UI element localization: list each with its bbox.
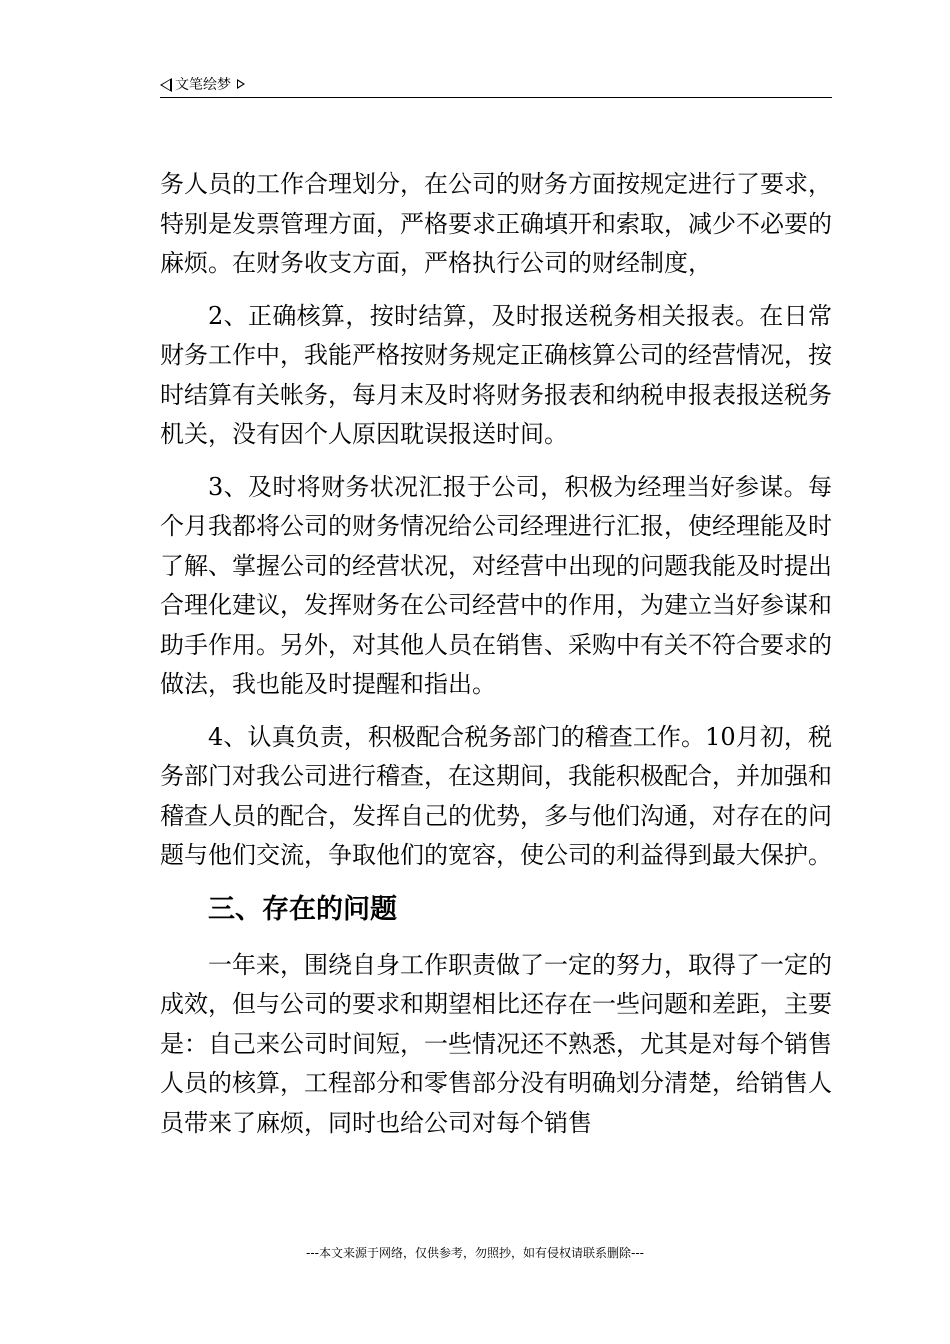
page-header [160, 76, 832, 98]
paragraph-problems: 一年来，围绕自身工作职责做了一定的努力，取得了一定的成效，但与公司的要求和期望相比还存在一些问题和差距，主要是：自己来公司时间短，一些情况还不熟悉，尤其是对每个销售人员的核算，工程部分和零售部分没有明确划分清楚，给销售人员带来了麻烦，同时也给公司对每个销售 [160, 950, 832, 1137]
triangle-left-icon [160, 78, 172, 92]
paragraph-item-4: 4、认真负责，积极配合税务部门的稽查工作。10月初，税务部门对我公司进行稽查，在这期间，我能积极配合，并加强和稽查人员的配合，发挥自己的优势，多与他们沟通，对存在的问题与他们交流，争取他们的宽容，使公司的利益得到最大保护。 [160, 722, 832, 869]
paragraph-item-2: 2、正确核算，按时结算，及时报送税务相关报表。在日常财务工作中，我能严格按财务规定正确核算公司的经营情况，按时结算有关帐务，每月末及时将财务报表和纳税申报表报送税务机关，没有因个人原因耽误报送时间。 [160, 301, 832, 448]
triangle-right-icon [237, 79, 245, 89]
section-heading: 三、存在的问题 [208, 893, 397, 925]
paragraph-continued: 务人员的工作合理划分，在公司的财务方面按规定进行了要求，特别是发票管理方面，严格要求正确填开和索取，减少不必要的麻烦。在财务收支方面，严格执行公司的财经制度， [160, 170, 832, 277]
paragraph-item-3: 3、及时将财务状况汇报于公司，积极为经理当好参谋。每个月我都将公司的财务情况给公司经理进行汇报，使经理能及时了解、掌握公司的经营状况，对经营中出现的问题我能及时提出合理化建议，发挥财务在公司经营中的作用，为建立当好参谋和助手作用。另外，对其他人员在销售、采购中有关不符合要求的做法，我也能及时提醒和指出。 [160, 472, 832, 698]
header-title: 文笔绘梦 [175, 77, 231, 93]
header-divider [160, 97, 832, 98]
page-footer-disclaimer: ---本文来源于网络，仅供参考，勿照抄，如有侵权请联系删除--- [306, 1246, 644, 1260]
document-body [160, 165, 832, 1156]
